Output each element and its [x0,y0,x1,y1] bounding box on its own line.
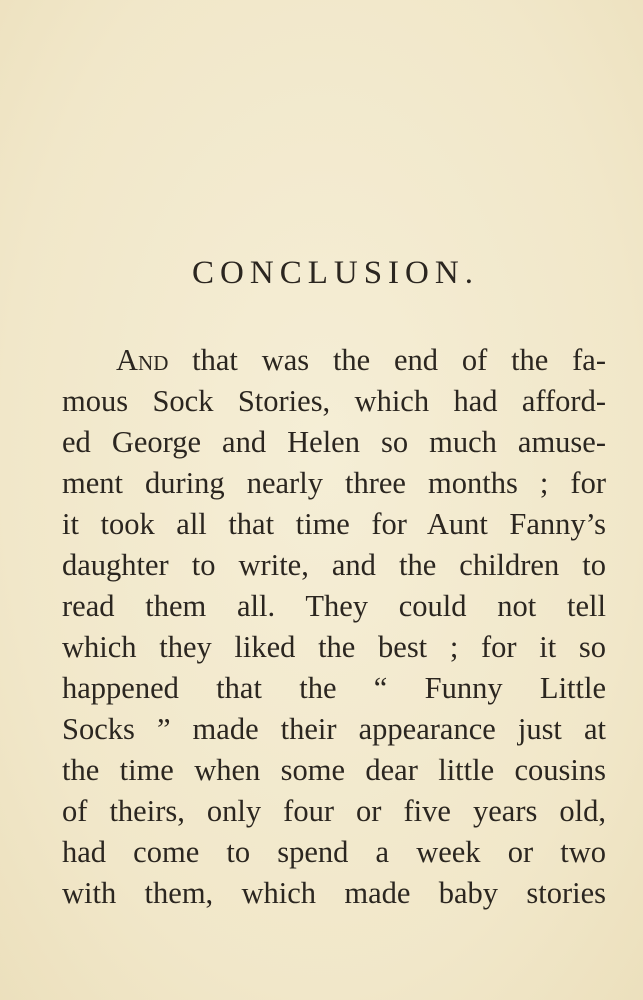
line-text: that was the end of the fa- [192,343,606,377]
drop-word: And [116,343,169,377]
text-line: happened that the “ Funny Little [62,671,606,705]
text-line: read them all. They could not tell [62,589,606,623]
text-line: with them, which made baby stories [62,876,606,910]
text-line: Socks ” made their appearance just at [62,712,606,746]
text-line: daughter to write, and the children to [62,548,606,582]
text-line [62,340,606,381]
body-paragraph [62,340,606,914]
text-line: it took all that time for Aunt Fanny’s [62,507,606,541]
text-line: ed George and Helen so much amuse- [62,425,606,459]
text-line: had come to spend a week or two [62,835,606,869]
text-line: of theirs, only four or five years old, [62,794,606,828]
chapter-title: CONCLUSION. [192,255,479,291]
text-line: the time when some dear little cousins [62,753,606,787]
text-line: ment during nearly three months ; for [62,466,606,500]
text-line: mous Sock Stories, which had afford- [62,384,606,418]
text-line: which they liked the best ; for it so [62,630,606,664]
